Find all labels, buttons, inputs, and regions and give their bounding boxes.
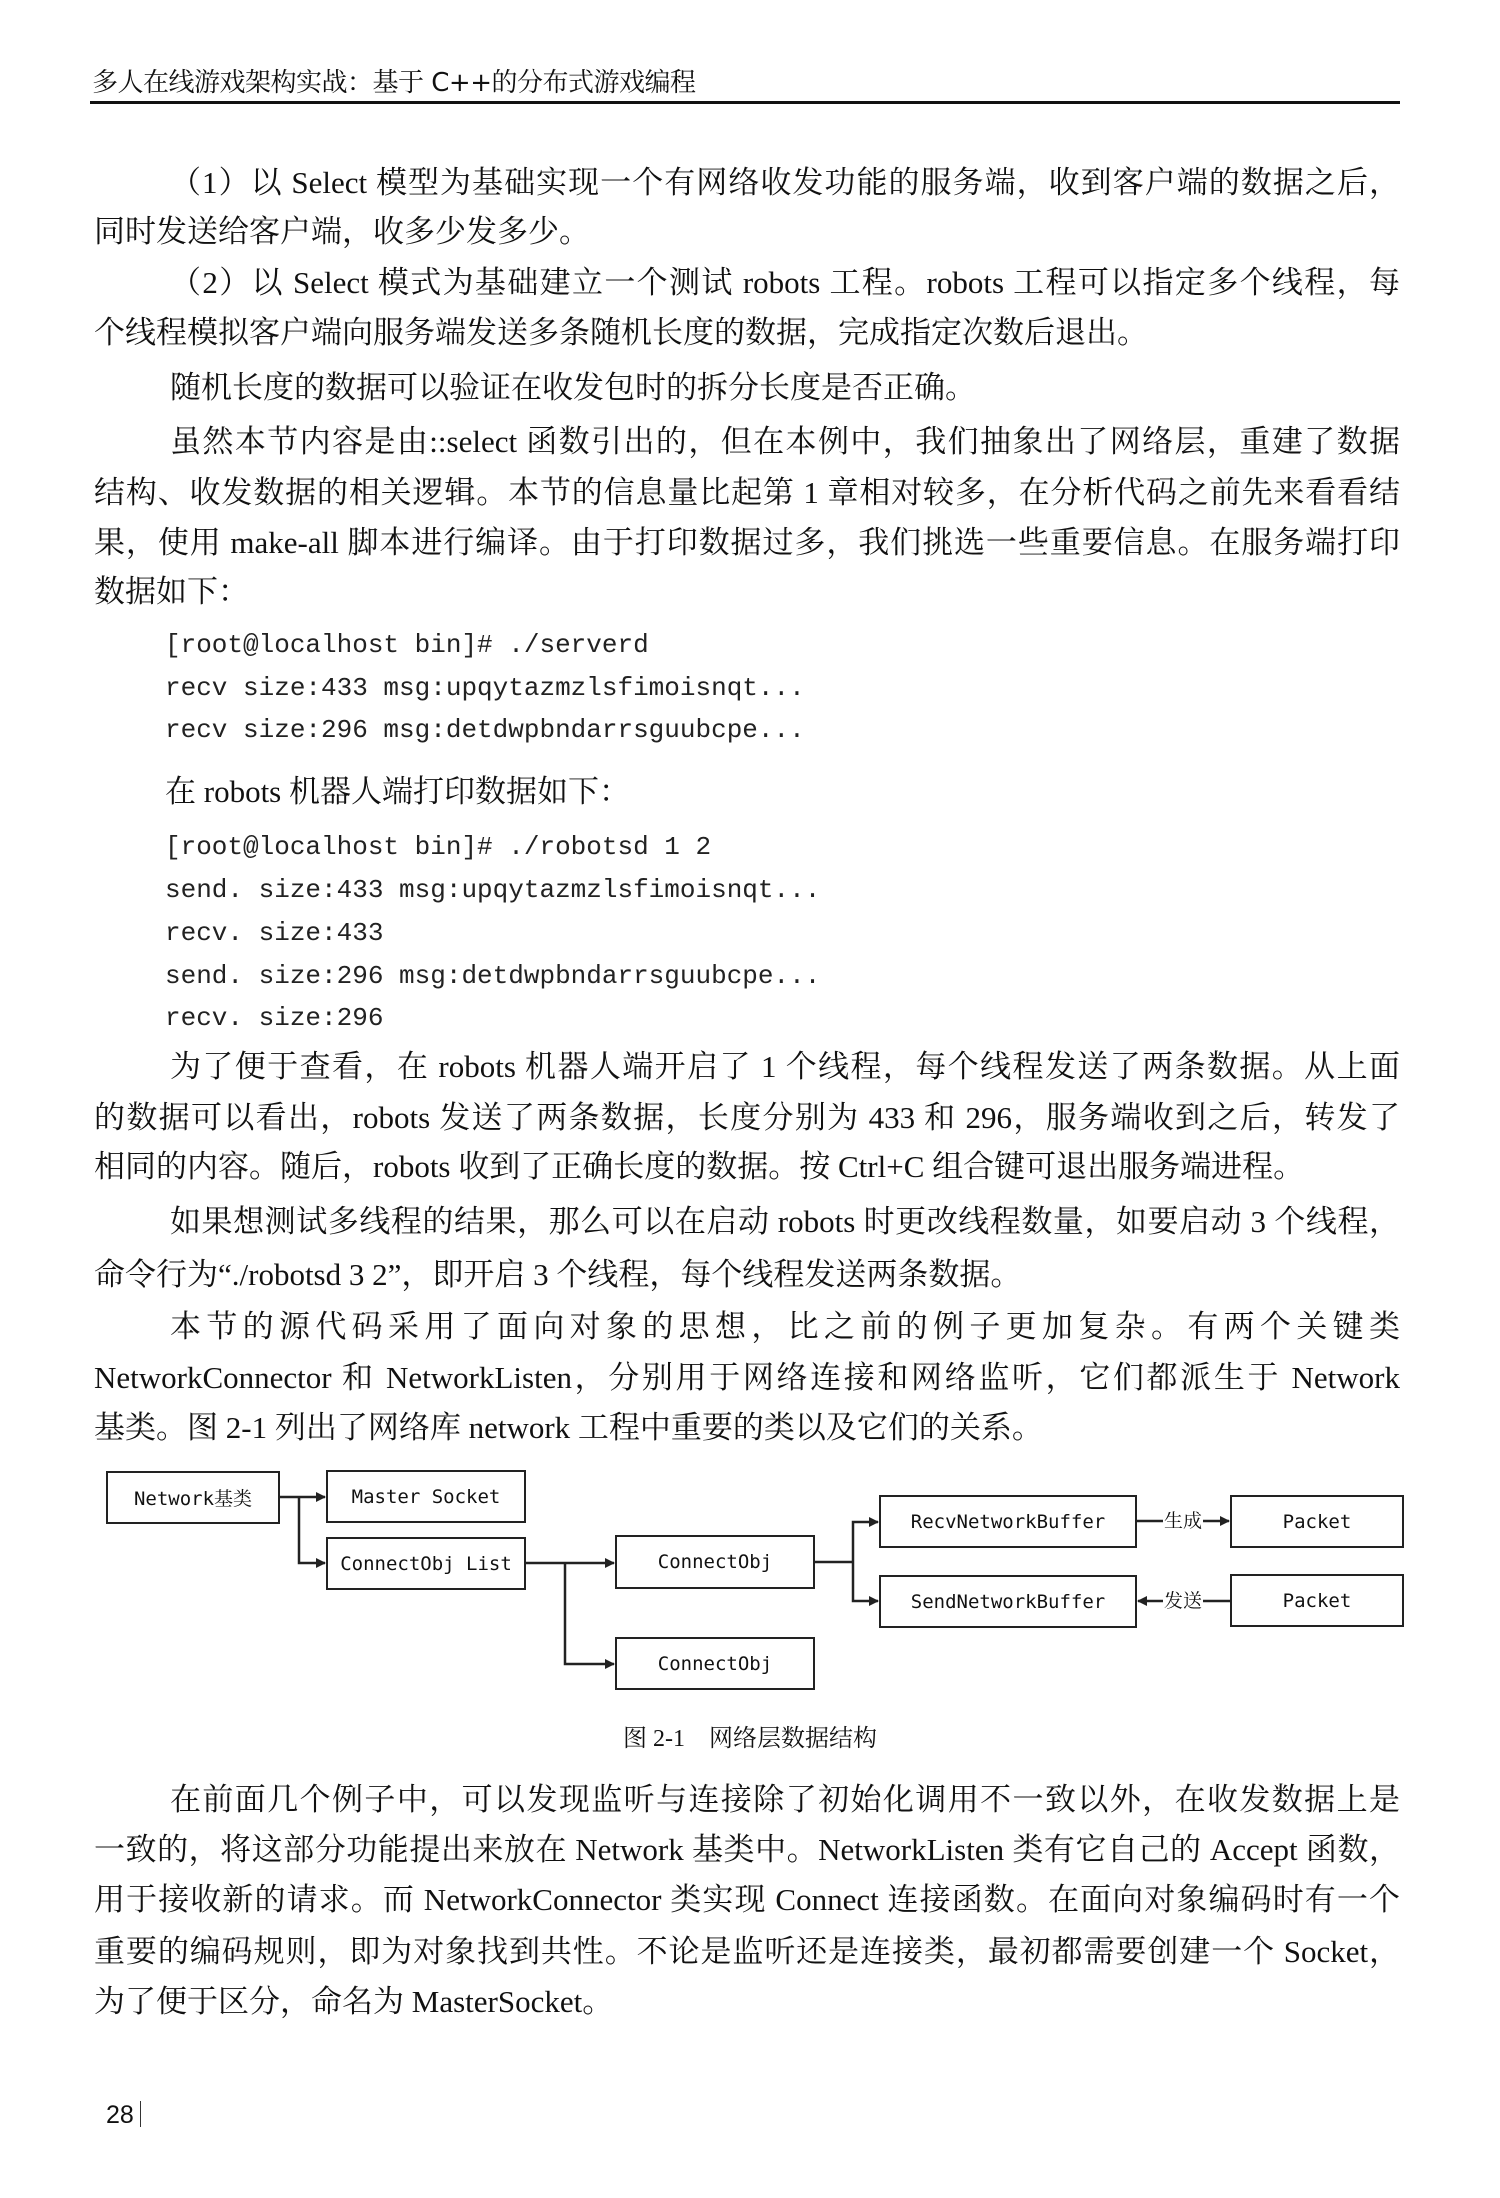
paragraph-line: （1）以 Select 模型为基础实现一个有网络收发功能的服务端，收到客户端的数据之后， — [170, 165, 1400, 200]
paragraph-line: 的数据可以看出，robots 发送了两条数据，长度分别为 433 和 296，服务端收到之后，转发了 — [94, 1100, 1400, 1135]
paragraph-line: 基类。图 2-1 列出了网络库 network 工程中重要的类以及它们的关系。 — [94, 1410, 1043, 1445]
code-line: recv size:296 msg:detdwpbndarrsguubcpe... — [165, 715, 805, 745]
running-header: 多人在线游戏架构实战：基于 C++的分布式游戏编程 — [92, 68, 696, 98]
paragraph-line: 随机长度的数据可以验证在收发包时的拆分长度是否正确。 — [170, 370, 976, 405]
paragraph-line: 本节的源代码采用了面向对象的思想，比之前的例子更加复杂。有两个关键类 — [170, 1309, 1400, 1344]
header-rule — [90, 101, 1400, 104]
node-master-socket: Master Socket — [326, 1470, 526, 1523]
robots-intro: 在 robots 机器人端打印数据如下： — [165, 774, 630, 809]
paragraph-line: 在前面几个例子中，可以发现监听与连接除了初始化调用不一致以外，在收发数据上是 — [170, 1782, 1400, 1817]
code-line: send. size:433 msg:upqytazmzlsfimoisnqt... — [165, 875, 821, 905]
node-connectobj-list: ConnectObj List — [326, 1537, 526, 1590]
edge-obj-to-recv — [853, 1522, 878, 1562]
node-network-base: Network基类 — [106, 1471, 280, 1524]
paragraph-line: 为了便于区分，命名为 MasterSocket。 — [94, 1984, 614, 2019]
paragraph-line: 果，使用 make-all 脚本进行编译。由于打印数据过多，我们挑选一些重要信息。在服务端打印 — [94, 525, 1400, 560]
node-connectobj: ConnectObj — [615, 1637, 815, 1690]
node-recv-network-buffer: RecvNetworkBuffer — [879, 1495, 1137, 1548]
paragraph-line: 一致的，将这部分功能提出来放在 Network 基类中。NetworkListen 类有它自己的 Accept 函数， — [94, 1832, 1400, 1867]
edge-obj-to-send — [853, 1562, 878, 1601]
paragraph-line: 相同的内容。随后，robots 收到了正确长度的数据。按 Ctrl+C 组合键可退出服务端进程。 — [94, 1149, 1305, 1184]
paragraph-line: 重要的编码规则，即为对象找到共性。不论是监听还是连接类，最初都需要创建一个 Socket， — [94, 1934, 1400, 1969]
code-line: send. size:296 msg:detdwpbndarrsguubcpe... — [165, 961, 821, 991]
paragraph-line: 虽然本节内容是由::select 函数引出的，但在本例中，我们抽象出了网络层，重建了数据 — [170, 424, 1400, 459]
paragraph-line: 用于接收新的请求。而 NetworkConnector 类实现 Connect 连接函数。在面向对象编码时有一个 — [94, 1882, 1400, 1917]
node-packet: Packet — [1230, 1574, 1404, 1627]
paragraph-line: 个线程模拟客户端向服务端发送多条随机长度的数据，完成指定次数后退出。 — [94, 315, 1148, 350]
paragraph-line: 同时发送给客户端，收多少发多少。 — [94, 214, 590, 249]
code-line: [root@localhost bin]# ./robotsd 1 2 — [165, 832, 712, 862]
paragraph-line: 为了便于查看，在 robots 机器人端开启了 1 个线程，每个线程发送了两条数据。从上面 — [170, 1049, 1400, 1084]
edge-list-to-obj2 — [565, 1563, 614, 1664]
node-connectobj: ConnectObj — [615, 1535, 815, 1589]
edge-label-generate: 生成 — [1164, 1510, 1203, 1532]
page-number-text: 28 — [106, 2101, 134, 2129]
code-line: recv. size:433 — [165, 918, 384, 948]
edge-network-to-list — [299, 1497, 325, 1563]
page-number — [106, 2100, 141, 2130]
paragraph-line: 如果想测试多线程的结果，那么可以在启动 robots 时更改线程数量，如要启动 3 个线程， — [170, 1204, 1400, 1239]
node-send-network-buffer: SendNetworkBuffer — [879, 1575, 1137, 1628]
code-line: recv. size:296 — [165, 1003, 384, 1033]
paragraph-line: 结构、收发数据的相关逻辑。本节的信息量比起第 1 章相对较多，在分析代码之前先来看看结 — [94, 475, 1400, 510]
figure-caption: 图 2-1 网络层数据结构 — [623, 1726, 877, 1752]
paragraph-line: 命令行为“./robotsd 3 2”，即开启 3 个线程，每个线程发送两条数据。 — [94, 1257, 1022, 1292]
code-line: [root@localhost bin]# ./serverd — [165, 630, 649, 660]
node-packet: Packet — [1230, 1495, 1404, 1548]
edge-label-send: 发送 — [1164, 1590, 1203, 1612]
paragraph-line: NetworkConnector 和 NetworkListen，分别用于网络连接和网络监听，它们都派生于 Network — [94, 1360, 1400, 1395]
code-line: recv size:433 msg:upqytazmzlsfimoisnqt... — [165, 673, 805, 703]
paragraph-line: 数据如下： — [94, 574, 249, 609]
page-number-divider — [140, 2101, 142, 2127]
paragraph-line: （2）以 Select 模式为基础建立一个测试 robots 工程。robots 工程可以指定多个线程，每 — [170, 265, 1400, 300]
